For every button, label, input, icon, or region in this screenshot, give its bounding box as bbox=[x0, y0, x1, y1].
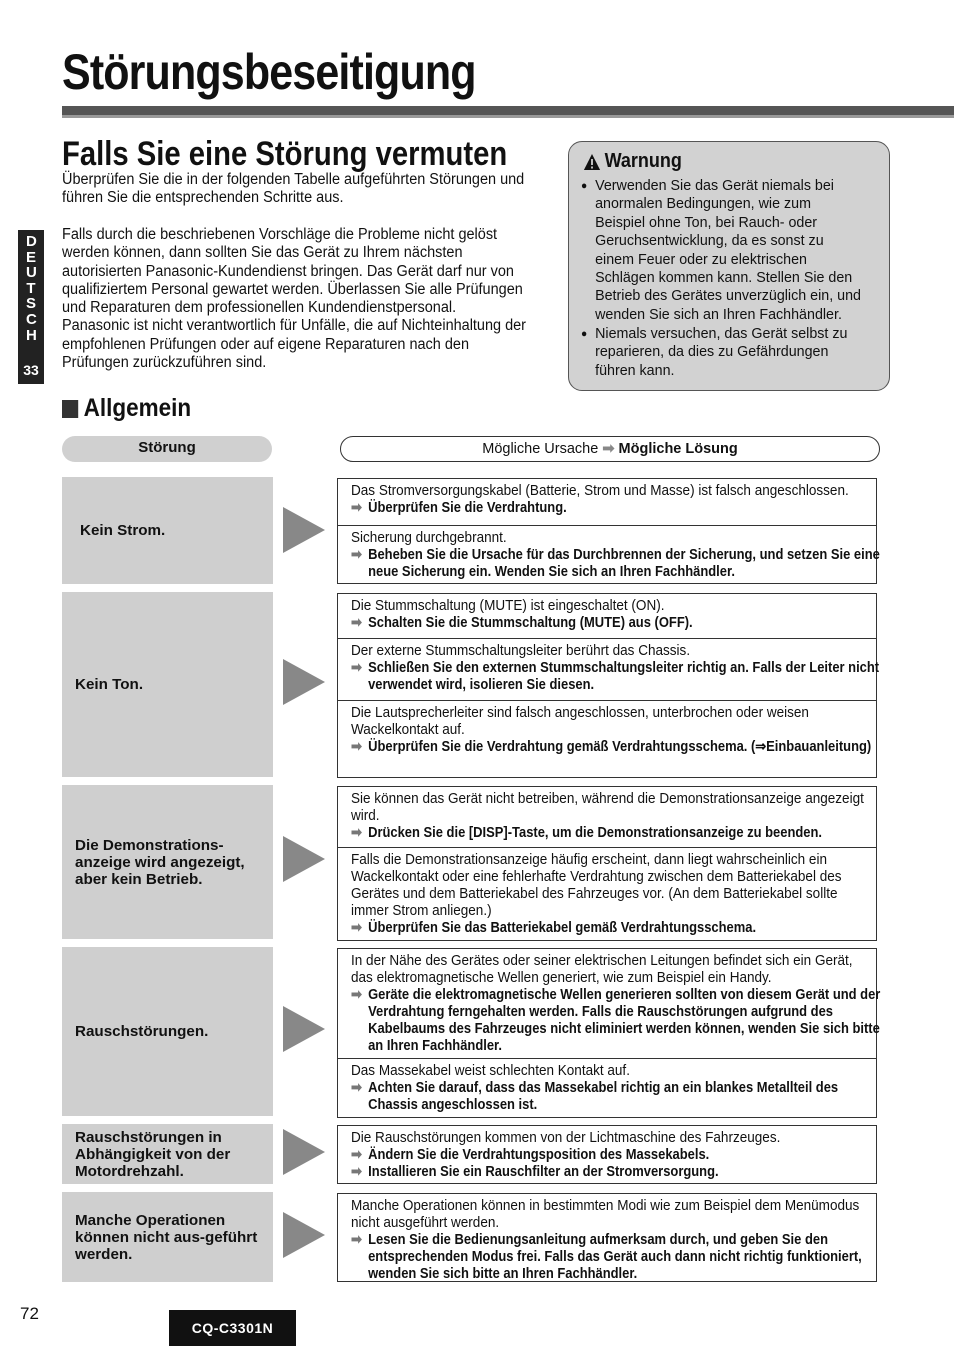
language-tab-number: 33 bbox=[23, 362, 39, 378]
solution-line bbox=[351, 1164, 882, 1181]
warning-item-text: Niemals versuchen, das Gerät selbst zu reparieren, da dies zu Gefährdungen führen kann. bbox=[595, 325, 848, 379]
column-header-cause-solution bbox=[340, 436, 880, 462]
cause-solution-entry bbox=[338, 847, 876, 940]
model-label: CQ-C3301N bbox=[169, 1310, 296, 1346]
bullet-icon: ● bbox=[581, 328, 588, 340]
cause-solution-box bbox=[337, 1193, 877, 1282]
arrow-right-icon: ➡ bbox=[351, 1231, 362, 1248]
solution-text: Geräte die elektromagnetische Wellen generieren sollten von diesem Gerät und der Verdrahtung ferngehalten werden. Falls die Rauschstörungen aufgrund des Kabelbaums des Fahrzeuges nicht eliminiert werden können, wenden Sie sich bitte an Ihren Fachhändler. bbox=[368, 986, 881, 1054]
problem-text: Kein Strom. bbox=[80, 522, 166, 539]
problem-text: Kein Ton. bbox=[75, 676, 144, 693]
cause-solution-entry bbox=[338, 1126, 876, 1183]
arrow-right-icon: ➡ bbox=[351, 614, 362, 631]
cause-solution-box bbox=[337, 1125, 877, 1184]
solution-text: Überprüfen Sie die Verdrahtung gemäß Verdrahtungsschema. (⇒Einbauanleitung) bbox=[368, 738, 872, 755]
problem-cell bbox=[62, 1192, 273, 1282]
arrow-right-icon: ➡ bbox=[351, 546, 362, 563]
intro-paragraph: Überprüfen Sie die in der folgenden Tabelle aufgeführten Störungen und führen Sie die entsprechenden Schritte aus. bbox=[62, 171, 525, 207]
cause-solution-box bbox=[337, 786, 877, 941]
solution-text: Überprüfen Sie die Verdrahtung. bbox=[368, 499, 567, 516]
column-header-cause: Mögliche Ursache bbox=[482, 441, 599, 457]
cause-text: Falls die Demonstrationsanzeige häufig erscheint, dann liegt wahrscheinlich ein Wackelkontakt oder eine fehlerhafte Verdrahtung zwischen dem Batteriekabel des Gerätes und dem Batteriekabel des Fahrzeuges vor. (An dem Batteriekabel sollte immer Strom anliegen.) bbox=[351, 852, 842, 919]
arrow-right-icon: ➡ bbox=[351, 1146, 362, 1163]
arrow-right-icon: ➡ bbox=[351, 1079, 362, 1096]
cause-solution-entry bbox=[338, 594, 876, 638]
cause-solution-entry bbox=[338, 525, 880, 583]
arrow-right-icon: ➡ bbox=[351, 499, 362, 516]
square-bullet-icon bbox=[62, 400, 78, 418]
page-title: Störungsbeseitigung bbox=[62, 44, 476, 100]
intro-paragraph-2 bbox=[62, 226, 527, 372]
solution-text: Schalten Sie die Stummschaltung (MUTE) aus (OFF). bbox=[368, 614, 693, 631]
problem-cell bbox=[62, 947, 273, 1116]
solution-text: Installieren Sie ein Rauschfilter an der Stromversorgung. bbox=[368, 1163, 719, 1180]
solution-text: Überprüfen Sie das Batteriekabel gemäß Verdrahtungsschema. bbox=[368, 919, 757, 936]
solution-line bbox=[351, 500, 882, 517]
cause-text: Manche Operationen können in bestimmten Modi wie zum Beispiel dem Menümodus nicht ausgeführt werden. bbox=[351, 1198, 860, 1231]
arrow-right-icon: ➡ bbox=[351, 1163, 362, 1180]
subsection-heading-text: Allgemein bbox=[83, 394, 192, 422]
problem-cell bbox=[62, 477, 273, 584]
arrow-right-icon: ➡ bbox=[602, 441, 615, 457]
column-header-solution: Mögliche Lösung bbox=[618, 441, 738, 457]
bullet-icon: ● bbox=[581, 180, 588, 192]
language-tab bbox=[18, 230, 44, 384]
solution-text: Drücken Sie die [DISP]-Taste, um die Demonstrationsanzeige zu beenden. bbox=[368, 824, 822, 841]
problem-text: Rauschstörungen in Abhängigkeit von der Motordrehzahl. bbox=[75, 1128, 231, 1180]
warning-item bbox=[581, 325, 861, 380]
solution-text: Schließen Sie den externen Stummschaltungsleiter richtig an. Falls der Leiter nicht verwendet wird, isolieren Sie diesen. bbox=[368, 659, 880, 693]
cause-solution-entry bbox=[338, 949, 881, 1058]
intro-liability-text: Panasonic ist nicht verantwortlich für Unfälle, die auf Nichteinhaltung der empfohlenen Prüfungen oder auf eigene Reparaturen nach den Prüfungen zurückzuführen sind. bbox=[62, 317, 527, 372]
cause-text: Sie können das Gerät nicht betreiben, während die Demonstrationsanzeige angezeigt wird. bbox=[351, 791, 864, 824]
solution-line bbox=[351, 615, 882, 632]
cause-text: Der externe Stummschaltungsleiter berührt das Chassis. bbox=[351, 643, 691, 659]
solution-line bbox=[351, 660, 882, 694]
cause-text: Sicherung durchgebrannt. bbox=[351, 530, 507, 546]
problem-text: Rauschstörungen. bbox=[75, 1023, 209, 1040]
arrow-right-icon bbox=[283, 1212, 325, 1258]
problem-cell bbox=[62, 785, 273, 939]
cause-text: Das Massekabel weist schlechten Kontakt auf. bbox=[351, 1063, 630, 1079]
solution-text: Lesen Sie die Bedienungsanleitung aufmerksam durch, und geben Sie den entsprechenden Modus frei. Falls das Gerät auch dann nicht richtig funktioniert, wenden Sie sich bitte an Ihren Fachhändler. bbox=[368, 1231, 862, 1282]
intro-service-text: Falls durch die beschriebenen Vorschläge die Probleme nicht gelöst werden können, dann sollten Sie das Gerät zu Ihrem nächsten autorisierten Panasonic-Kundendienst bringen. Das Gerät darf nur von qualifiziertem Personal gewartet werden. Überlassen Sie alle Prüfungen und Reparaturen dem professionellen Kundendienstpersonal. bbox=[62, 226, 523, 317]
solution-line bbox=[351, 920, 882, 937]
solution-text: Achten Sie darauf, dass das Massekabel richtig an ein blankes Metallteil des Chassis angeschlossen ist. bbox=[368, 1079, 839, 1113]
arrow-right-icon bbox=[283, 1006, 325, 1052]
solution-text: Beheben Sie die Ursache für das Durchbrennen der Sicherung, und setzen Sie eine neue Sicherung ein. Wenden Sie sich an Ihren Fachhändler. bbox=[368, 546, 880, 580]
cause-solution-box bbox=[337, 478, 880, 584]
arrow-right-icon: ➡ bbox=[351, 919, 362, 936]
cause-text: Die Stummschaltung (MUTE) ist eingeschaltet (ON). bbox=[351, 598, 665, 614]
solution-line bbox=[351, 1147, 882, 1164]
solution-line bbox=[351, 1080, 882, 1114]
arrow-right-icon bbox=[283, 836, 325, 882]
problem-cell bbox=[62, 592, 273, 777]
cause-solution-entry bbox=[338, 787, 876, 847]
cause-solution-entry bbox=[338, 1058, 876, 1117]
arrow-right-icon bbox=[283, 659, 325, 705]
warning-item-text: Verwenden Sie das Gerät niemals bei anormalen Bedingungen, wie zum Beispiel ohne Ton, bei Rauch- oder Geruchsentwicklung, da es sonst zu einem Feuer oder zu elektrischen Schlägen kommen kann. Stellen Sie den Betrieb des Gerätes unverzüglich ein, und wenden Sie sich an Ihren Fachhändler. bbox=[595, 177, 861, 323]
warning-item bbox=[581, 177, 861, 324]
solution-line bbox=[351, 987, 882, 1055]
cause-text: Die Lautsprecherleiter sind falsch angeschlossen, unterbrochen oder weisen Wackelkontakt auf. bbox=[351, 705, 809, 738]
cause-solution-entry bbox=[338, 638, 880, 700]
page-number: 72 bbox=[20, 1304, 39, 1323]
arrow-right-icon: ➡ bbox=[351, 659, 362, 676]
arrow-right-icon: ➡ bbox=[351, 738, 362, 755]
problem-text: Die Demonstrations-anzeige wird angezeigt, aber kein Betrieb. bbox=[75, 836, 245, 888]
language-tab-label: DEUTSCH bbox=[26, 233, 37, 344]
section-heading: Falls Sie eine Störung vermuten bbox=[62, 135, 508, 173]
cause-text: Die Rauschstörungen kommen von der Lichtmaschine des Fahrzeuges. bbox=[351, 1130, 781, 1146]
warning-heading bbox=[583, 150, 682, 173]
solution-line bbox=[351, 1232, 882, 1283]
cause-solution-box bbox=[337, 948, 881, 1118]
subsection-heading bbox=[62, 394, 191, 423]
solution-line bbox=[351, 825, 882, 842]
problem-cell bbox=[62, 1124, 273, 1184]
title-rule bbox=[62, 106, 954, 118]
arrow-right-icon bbox=[283, 1129, 325, 1175]
warning-icon bbox=[583, 153, 601, 171]
solution-text: Ändern Sie die Verdrahtungsposition des Massekabels. bbox=[368, 1146, 710, 1163]
solution-line bbox=[351, 739, 882, 756]
cause-solution-entry bbox=[338, 1194, 876, 1281]
cause-text: Das Stromversorgungskabel (Batterie, Strom und Masse) ist falsch angeschlossen. bbox=[351, 483, 849, 499]
cause-solution-entry bbox=[338, 700, 876, 777]
arrow-right-icon: ➡ bbox=[351, 986, 362, 1003]
problem-text: Manche Operationen können nicht aus-geführt werden. bbox=[75, 1211, 258, 1263]
warning-box bbox=[568, 141, 890, 391]
solution-line bbox=[351, 547, 882, 581]
arrow-right-icon: ➡ bbox=[351, 824, 362, 841]
cause-solution-box bbox=[337, 593, 880, 778]
arrow-right-icon bbox=[283, 507, 325, 553]
cause-solution-entry bbox=[338, 479, 876, 525]
column-header-problem: Störung bbox=[62, 436, 272, 462]
cause-text: In der Nähe des Gerätes oder seiner elektrischen Leitungen befindet sich ein Gerät, das elektromagnetische Wellen generiert, wie zum Beispiel ein Handy. bbox=[351, 953, 853, 986]
warning-heading-text: Warnung bbox=[604, 150, 682, 172]
